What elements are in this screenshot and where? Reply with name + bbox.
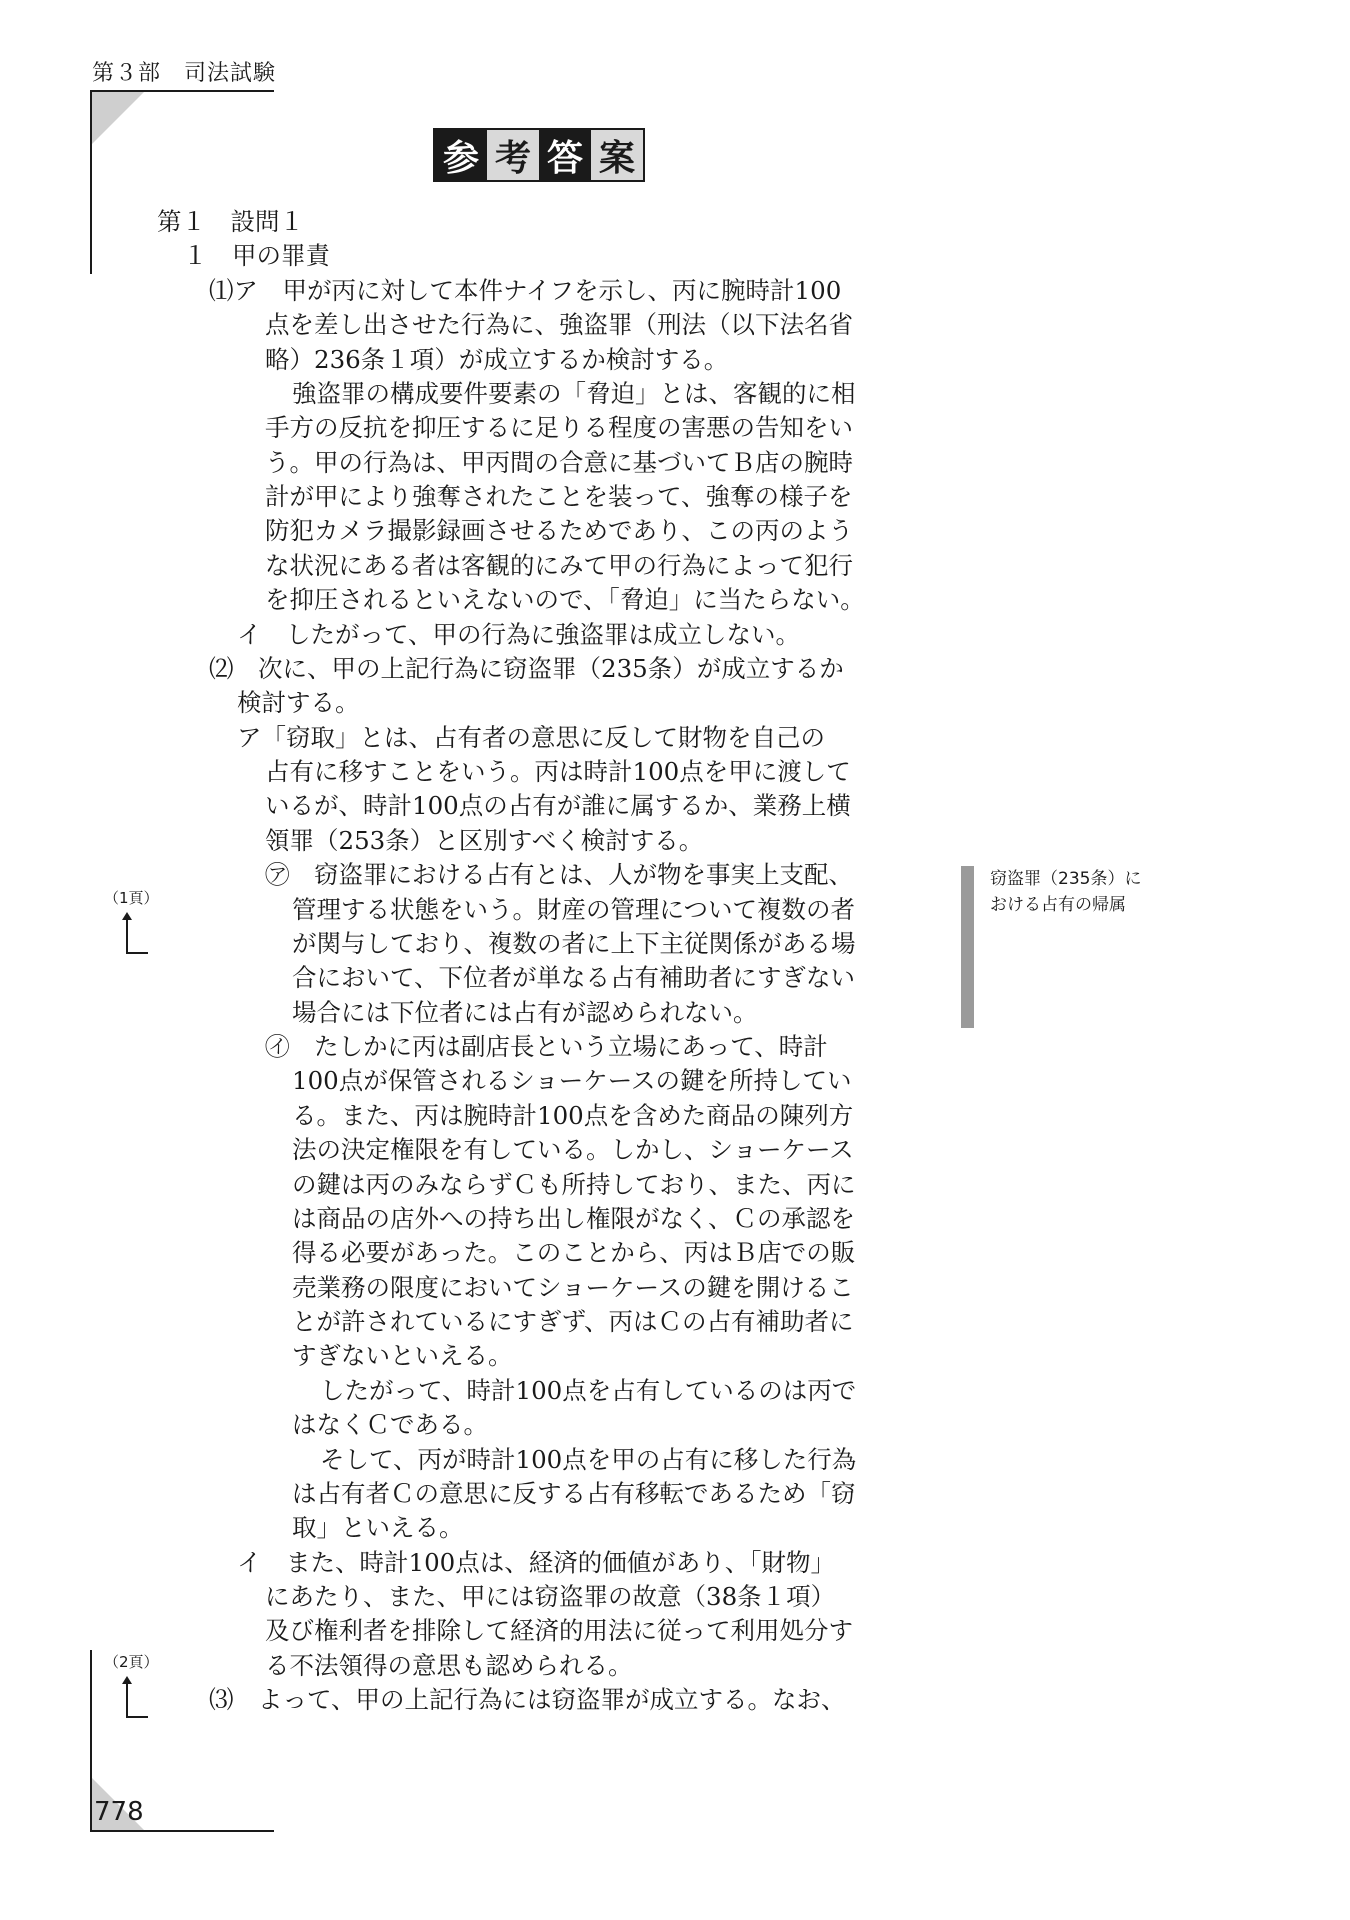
side-note-line: 窃盗罪（235条）に [990, 869, 1142, 889]
running-header: 第３部 司法試験 [92, 61, 277, 86]
body-line: すぎないといえる。 [292, 1341, 513, 1370]
body-line: ㋐ 窃盗罪における占有とは、人が物を事実上支配、 [265, 860, 853, 889]
page-marker-label: （2頁） [104, 1653, 159, 1671]
section-title [433, 128, 645, 182]
side-note-bar [961, 866, 974, 1028]
title-char: 考 [487, 130, 539, 180]
body-line: の鍵は丙のみならずＣも所持しており、また、丙に [292, 1170, 856, 1199]
body-line: そして、丙が時計100点を甲の占有に移した行為 [320, 1445, 857, 1474]
body-line: 得る必要があった。このことから、丙はＢ店での販 [292, 1238, 856, 1267]
body-line: 点を差し出させた行為に、強盗罪（刑法（以下法名省 [265, 310, 853, 339]
body-line: 計が甲により強奪されたことを装って、強奪の様子を [265, 482, 853, 511]
body-line: ㋑ たしかに丙は副店長という立場にあって、時計 [265, 1032, 828, 1061]
body-line: いるが、時計100点の占有が誰に属するか、業務上横 [265, 791, 851, 820]
frame-bottom-rule [90, 1830, 274, 1832]
body-line: 合において、下位者が単なる占有補助者にすぎない [292, 963, 856, 992]
body-line: 100点が保管されるショーケースの鍵を所持してい [292, 1066, 852, 1095]
body-line: る不法領得の意思も認められる。 [265, 1651, 633, 1680]
side-note-line: おける占有の帰属 [990, 895, 1126, 915]
body-line: ⑵ 次に、甲の上記行為に窃盗罪（235条）が成立するか [209, 654, 844, 683]
title-char: 参 [435, 130, 487, 180]
body-line: ⑶ よって、甲の上記行為には窃盗罪が成立する。なお、 [209, 1685, 846, 1714]
body-line: １ 甲の罪責 [183, 241, 330, 270]
body-line: 取」といえる。 [292, 1513, 464, 1542]
body-line: が関与しており、複数の者に上下主従関係がある場 [292, 929, 856, 958]
body-line: 領罪（253条）と区別すべく検討する。 [265, 826, 704, 855]
body-line: イ また、時計100点は、経済的価値があり、「財物」 [237, 1548, 836, 1577]
body-line: 検討する。 [237, 688, 360, 717]
page-marker-arrow-icon [122, 912, 142, 956]
body-line: イ したがって、甲の行為に強盗罪は成立しない。 [237, 620, 801, 649]
corner-triangle-top [92, 92, 144, 144]
title-char: 答 [539, 130, 591, 180]
body-line: 強盗罪の構成要件要素の「脅迫」とは、客観的に相 [292, 379, 856, 408]
body-line: う。甲の行為は、甲丙間の合意に基づいてＢ店の腕時 [265, 448, 853, 477]
side-note [990, 866, 1141, 918]
body-line: は占有者Ｃの意思に反する占有移転であるため「窃 [292, 1479, 856, 1508]
body-line: 手方の反抗を抑圧するに足りる程度の害悪の告知をい [265, 413, 853, 442]
body-line: 占有に移すことをいう。丙は時計100点を甲に渡して [265, 757, 851, 786]
body-line: はなくＣである。 [292, 1410, 488, 1439]
title-char: 案 [591, 130, 643, 180]
body-line: る。また、丙は腕時計100点を含めた商品の陳列方 [292, 1101, 854, 1130]
page-marker-label: （1頁） [104, 889, 159, 907]
body-line: 場合には下位者には占有が認められない。 [292, 998, 758, 1027]
body-line: 第１ 設問１ [157, 207, 304, 236]
body-line: ⑴ア 甲が丙に対して本件ナイフを示し、丙に腕時計100 [209, 276, 842, 305]
body-line: とが許されているにすぎず、丙はＣの占有補助者に [292, 1307, 854, 1336]
body-line: 防犯カメラ撮影録画させるためであり、この丙のよう [265, 516, 853, 545]
page-marker-arrow-icon [122, 1676, 142, 1720]
body-line: な状況にある者は客観的にみて甲の行為によって犯行 [265, 551, 853, 580]
body-line: を抑圧されるといえないので、「脅迫」に当たらない。 [265, 585, 865, 614]
body-line: は商品の店外への持ち出し権限がなく、Ｃの承認を [292, 1204, 856, 1233]
body-line: 及び権利者を排除して経済的用法に従って利用処分す [265, 1616, 853, 1645]
body-line: 管理する状態をいう。財産の管理について複数の者 [292, 895, 856, 924]
body-line: ア「窃取」とは、占有者の意思に反して財物を自己の [237, 723, 825, 752]
body-line: 法の決定権限を有している。しかし、ショーケース [292, 1135, 854, 1164]
body-line: にあたり、また、甲には窃盗罪の故意（38条１項） [265, 1582, 836, 1611]
body-line: 売業務の限度においてショーケースの鍵を開けるこ [292, 1273, 854, 1302]
body-line: 略）236条１項）が成立するか検討する。 [265, 345, 729, 374]
body-line: したがって、時計100点を占有しているのは丙で [320, 1376, 857, 1405]
page-number: 778 [94, 1797, 144, 1827]
